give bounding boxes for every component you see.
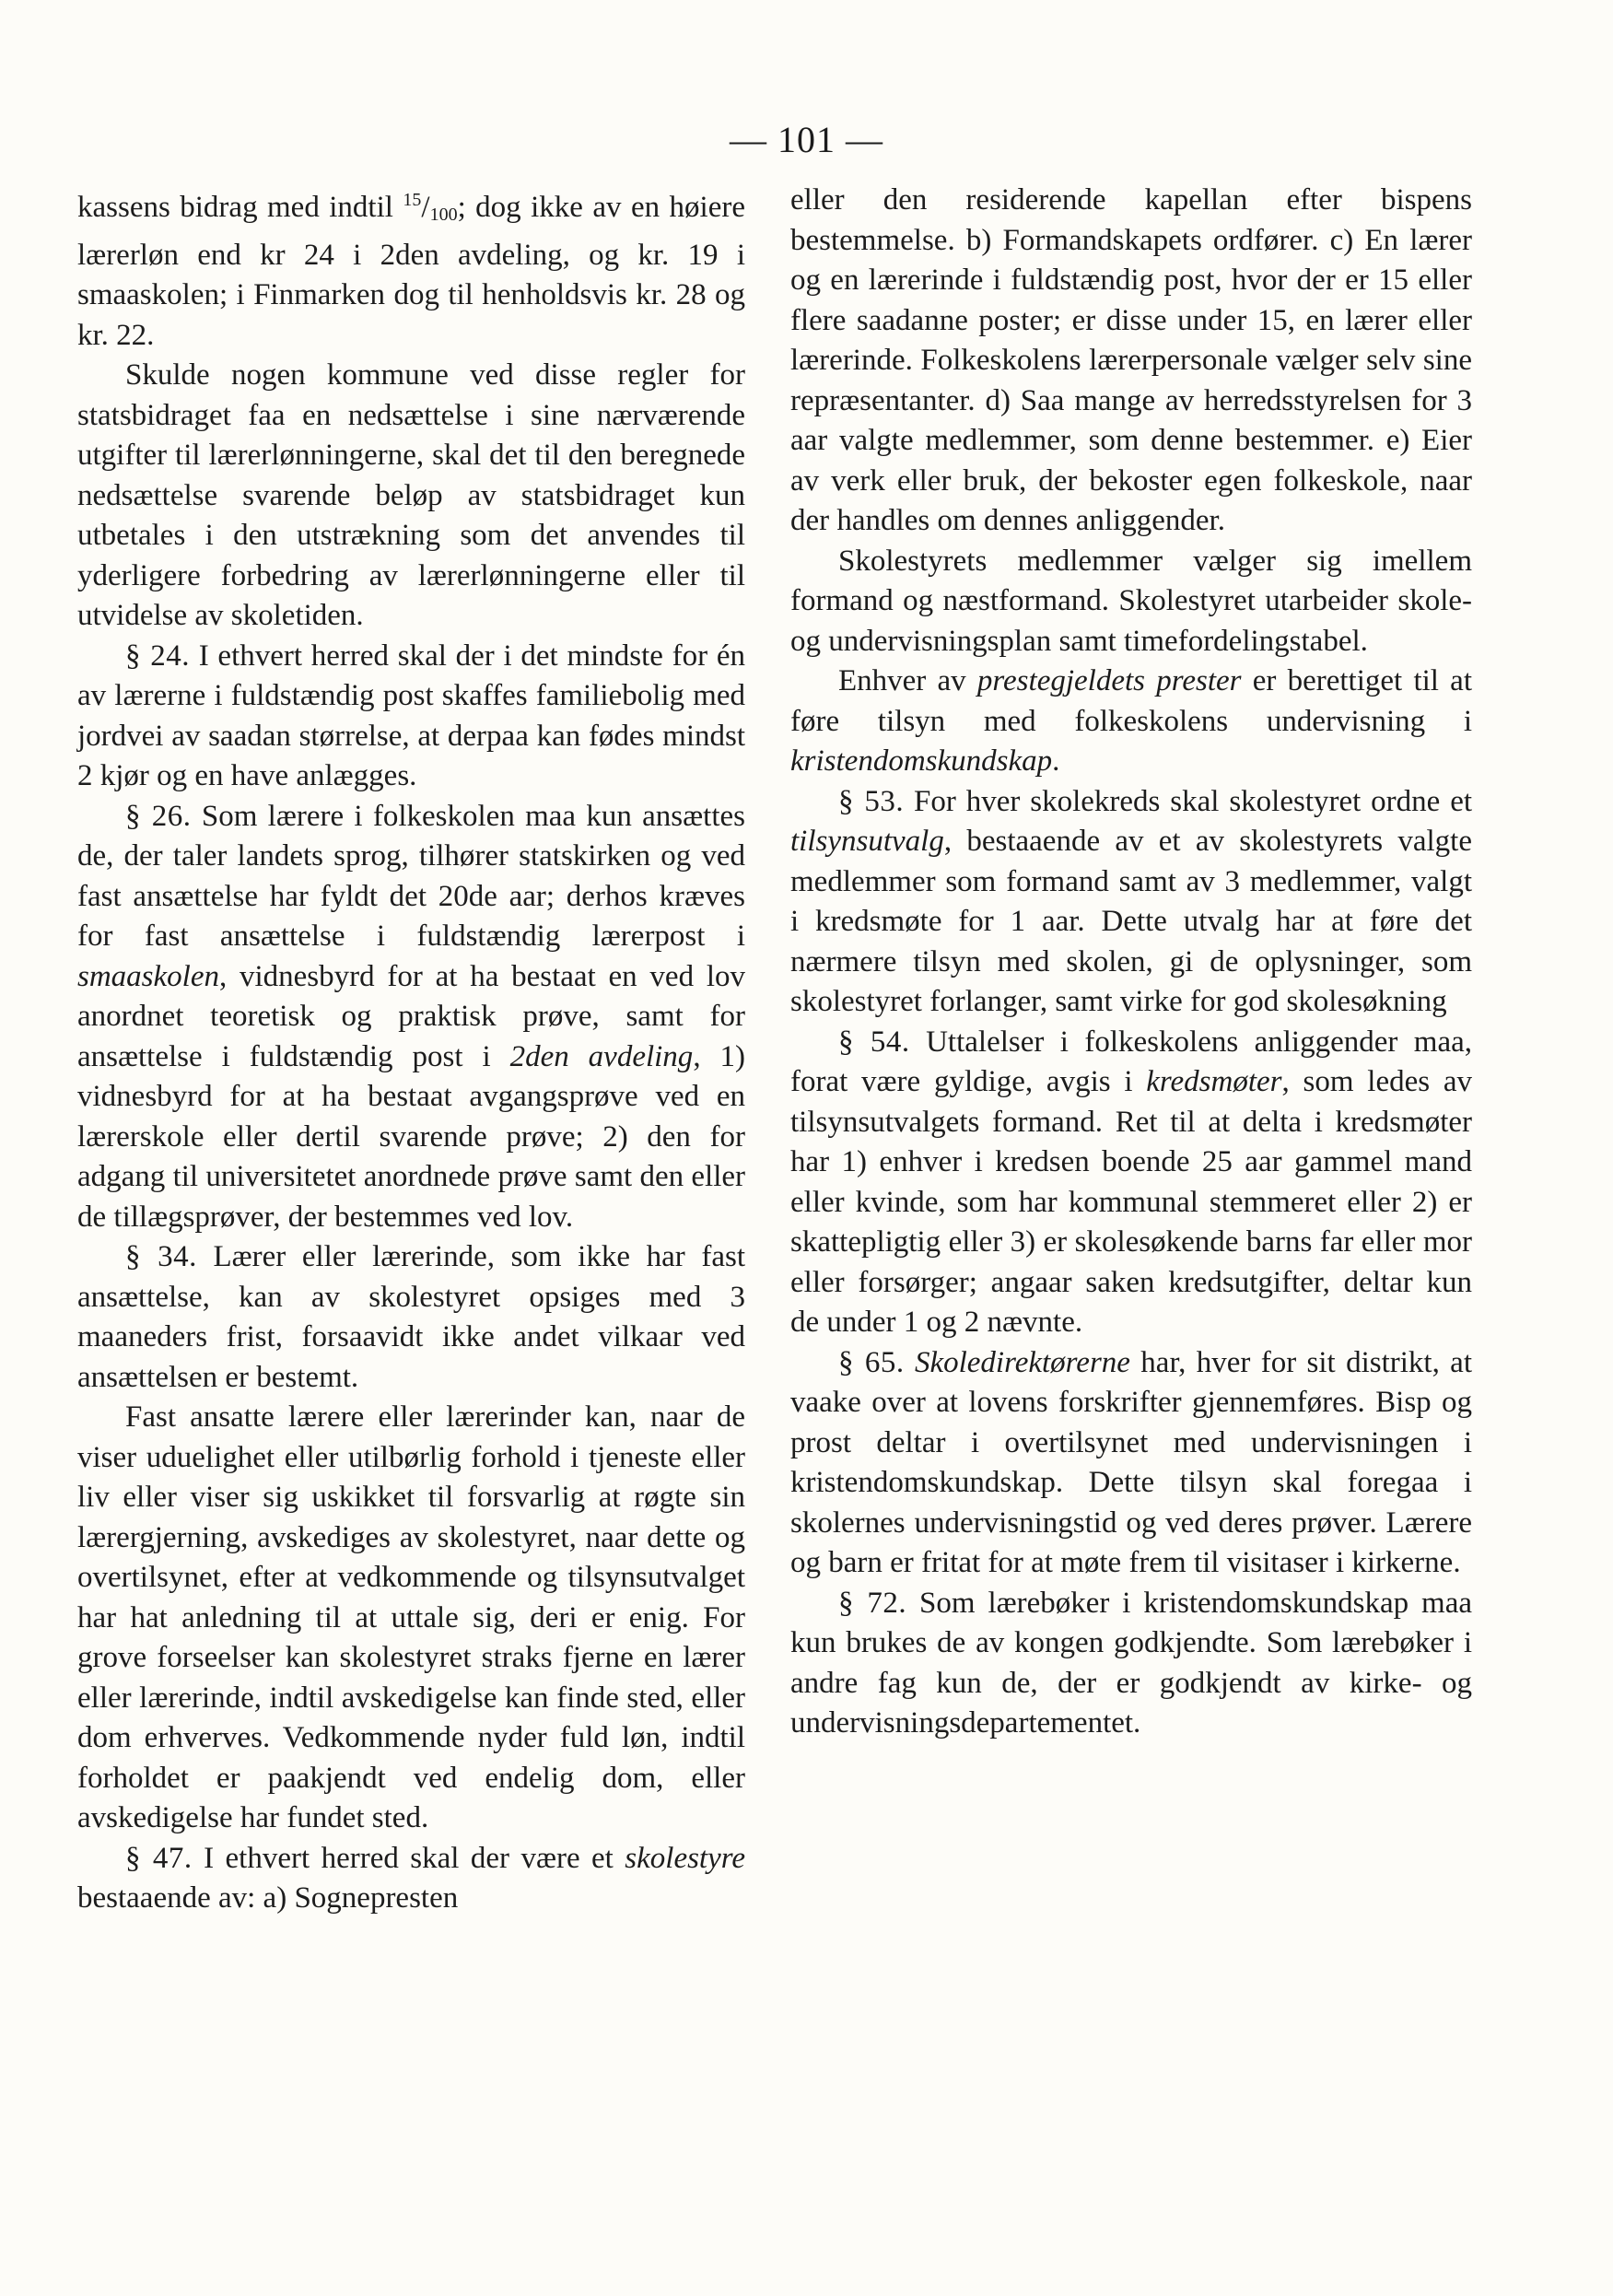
section-number: § 54. — [838, 1025, 910, 1059]
fraction-denominator: 100 — [429, 205, 458, 225]
paragraph-prester-tilsyn: Enhver av prestegjeldets prester er berettiget til at føre tilsyn med folkeskolens undervisning i kristendomskundskap. — [790, 664, 1472, 778]
paragraph-statsbidrag: kassens bidrag med indtil $^{15}/_{100}$; dog ikke av en høiere lærerløn end kr 24 i 2den avdeling, og kr. 19 i smaaskolen; i Finmarken dog til henholdsvis kr. 28 og kr. 22. — [77, 190, 745, 352]
emphasis-term: prestegjeldets prester — [976, 664, 1242, 697]
paragraph-section-65: § 65. Skoledirektørerne har, hver for sit distrikt, at vaake over at lovens forskrifter gjennemføres. Bisp og prost deltar i overtilsynet med undervisningen i kristendomskundskap. Dette tilsyn skal foregaa i skolernes undervisningstid og ved deres prøver. Lærere og barn er fritat for at møte frem til visitaser i kirkerne. — [790, 1345, 1472, 1579]
paragraph-skolestyre-continued: eller den residerende kapellan efter bispens bestemmelse. b) Formandskapets ordfører. c) En lærer og en lærerinde i fuldstændig post, hvor der er 15 eller flere saadanne poster; er disse under 15, en lærer eller lærerinde. Folkeskolens lærerpersonale vælger selv sine repræsentanter. d) Saa mange av herredsstyrelsen for 3 aar valgte medlemmer, som denne bestemmer. e) Eier av verk eller bruk, der bekoster egen folkeskole, naar der handles om dennes anliggender. — [790, 183, 1472, 537]
section-number: § 53. — [838, 784, 905, 818]
paragraph-section-24: § 24. I ethvert herred skal der i det mindste for én av lærerne i fuldstændig post skaffes familiebolig med jordvei av saadan størrelse, at derpaa kan fødes mindst 2 kjør og en have anlægges. — [77, 638, 746, 792]
paragraph-formand: Skolestyrets medlemmer vælger sig imellem formand og næstformand. Skolestyret utarbeider skole- og undervisningsplan samt timefordelingstabel. — [790, 544, 1472, 658]
emphasis-term: smaaskolen — [77, 959, 219, 993]
paragraph-section-53: § 53. For hver skolekreds skal skolestyret ordne et tilsynsutvalg, bestaaende av et av skolestyrets valgte medlemmer som formand samt av 3 medlemmer, valgt i kredsmøte for 1 aar. Dette utvalg har at føre det nærmere tilsyn med skolen, gi de oplysninger, som skolestyret forlanger, samt virke for god skolesøkning — [790, 784, 1473, 1018]
section-number: § 34. — [125, 1240, 197, 1273]
section-number: § 72. — [838, 1586, 907, 1620]
paragraph-section-26: § 26. Som lærere i folkeskolen maa kun ansættes de, der taler landets sprog, tilhører statskirken og ved fast ansættelse har fyldt det 20de aar; derhos kræves for fast ansættelse i fuldstændig lærerpost i smaaskolen, vidnesbyrd for at ha bestaat en ved lov anordnet teoretisk og praktisk prøve, samt for ansættelse i fuldstændig post i 2den avdeling, 1) vidnesbyrd for at ha bestaat avgangsprøve ved en lærerskole eller dertil svarende prøve; 2) den for adgang til universitetet anordnede prøve samt den eller de tillægsprøver, der bestemmes ved lov. — [77, 799, 745, 1234]
page-number: — 101 — — [730, 119, 883, 160]
paragraph-section-72: § 72. Som lærebøker i kristendomskundskap maa kun brukes de av kongen godkjendte. Som lærebøker i andre fag kun de, der er godkjendt av kirke- og undervisningsdepartementet. — [790, 1586, 1473, 1740]
paragraph-section-47: § 47. I ethvert herred skal der være et skolestyre bestaaende av: a) Sognepresten — [77, 1841, 746, 1915]
paragraph-avskedigelse: Fast ansatte lærere eller lærerinder kan, naar de viser uduelighet eller utilbørlig forhold i tjeneste eller liv eller viser sig uskikket til forsvarlig at røgte sin lærergjerning, avskediges av skolestyret, naar dette og overtilsynet, efter at vedkommende og tilsynsutvalget har hat anledning til at uttale sig, deri er enig. For grove forseelser kan skolestyret straks fjerne en lærer eller lærerinde, indtil avskedigelse kan finde sted, eller dom erhverves. Vedkommende nyder fuld løn, indtil forholdet er paakjendt ved endelig dom, eller avskedigelse har fundet sted. — [77, 1400, 745, 1834]
fraction-slash: / — [421, 191, 430, 224]
section-number: § 65. — [838, 1345, 905, 1379]
section-number: § 24. — [125, 638, 190, 673]
emphasis-term: kristendomskundskap — [790, 744, 1053, 778]
paragraph-section-54: § 54. Uttalelser i folkeskolens anliggender maa, forat være gyldige, avgis i kredsmøter, som ledes av tilsynsutvalgets formand. Ret til at delta i kredsmøter har 1) enhver i kredsen boende 25 aar gammel mand eller kvinde, som har kommunal stemmeret eller 2) er skattepligtig eller 3) er skolesøkende barns far eller mor eller forsørger; angaar saken kredsutgifter, deltar kun de under 1 og 2 nævnte. — [790, 1025, 1472, 1339]
section-number: § 47. — [125, 1841, 193, 1875]
fraction-numerator: 15 — [403, 190, 422, 210]
emphasis-term: Skoledirektørerne — [914, 1345, 1130, 1379]
paragraph-nedsaettelse: Skulde nogen kommune ved disse regler for statsbidraget faa en nedsættelse i sine nærværende utgifter til lærerlønningerne, skal det til den beregnede nedsættelse svarende beløp av statsbidraget kun utbetales i den utstrækning som det anvendes til yderligere forbedring av lærerlønningerne eller til utvidelse av skoletiden. — [77, 358, 745, 632]
emphasis-term: kredsmøter — [1146, 1065, 1282, 1098]
emphasis-term: skolestyre — [625, 1841, 746, 1875]
emphasis-term: tilsynsutvalg — [790, 825, 944, 858]
right-column — [790, 181, 1472, 1744]
emphasis-term: 2den avdeling — [509, 1039, 694, 1073]
paragraph-section-34: § 34. Lærer eller lærerinde, som ikke har fast ansættelse, kan av skolestyret opsiges med 3 maaneders frist, forsaavidt ikke andet vilkaar ved ansættelsen er bestemt. — [77, 1240, 745, 1394]
left-column — [77, 181, 745, 1919]
section-number: § 26. — [125, 799, 192, 833]
